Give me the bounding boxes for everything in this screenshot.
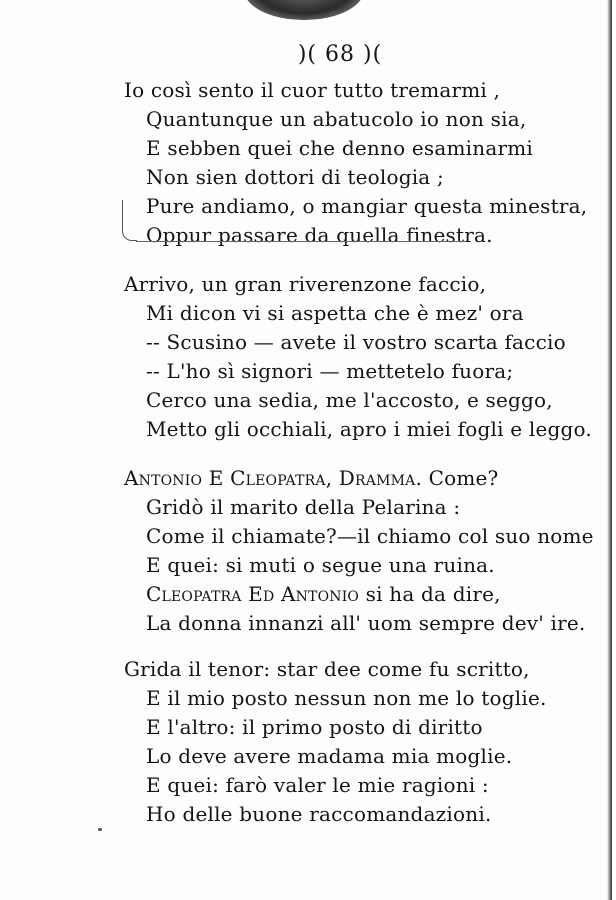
verse-line: Mi dicon vi si aspetta che è mez' ora [146,301,524,325]
stanza-3 [0,464,610,638]
pencil-underline [136,240,466,242]
pencil-margin-mark [122,200,137,241]
ink-speck [98,828,102,831]
page-number: )( 68 )( [297,42,383,67]
verse-line: E sebben quei che denno esaminarmi [146,136,533,160]
stanza-2 [0,270,610,444]
verse-line: Antonio E Cleopatra, Dramma. Come? [124,466,499,490]
verse-line: Gridò il marito della Pelarina : [146,495,461,519]
verse-line: Pure andiamo, o mangiar questa minestra, [146,194,588,218]
verse-line: Cerco una sedia, me l'accosto, e seggo, [146,388,553,412]
stanza-1 [0,76,610,250]
verse-line: E l'altro: il primo posto di diritto [146,715,483,739]
verse-line: -- Scusino — avete il vostro scarta faccio [146,330,566,354]
verse-line: Oppur passare da quella finestra. [146,223,493,247]
verse-line: Grida il tenor: star dee come fu scritto, [124,657,530,681]
verse-line: Metto gli occhiali, apro i miei fogli e leggo. [146,417,592,441]
stanza-4 [0,655,610,829]
verse-line: Ho delle buone raccomandazioni. [146,802,492,826]
verse-line: E il mio posto nessun non me lo toglie. [146,686,547,710]
verse-line: Come il chiamate?—il chiamo col suo nome [146,524,594,548]
verse-line: E quei: farò valer le mie ragioni : [146,773,489,797]
verse-line: Io così sento il cuor tutto tremarmi , [124,78,501,102]
verse-line: Arrivo, un gran riverenzone faccio, [124,272,487,296]
verse-line: La donna innanzi all' uom sempre dev' ire. [146,611,586,635]
verse-line: Cleopatra Ed Antonio si ha da dire, [146,582,501,606]
verse-line: Quantunque un abatucolo io non sia, [146,107,527,131]
verse-line: -- L'ho sì signori — mettetelo fuora; [146,359,514,383]
verse-line: Lo deve avere madama mia moglie. [146,744,513,768]
verse-line: Non sien dottori di teologia ; [146,165,444,189]
header-ornament [244,0,364,20]
verse-line: E quei: si muti o segue una ruina. [146,553,495,577]
